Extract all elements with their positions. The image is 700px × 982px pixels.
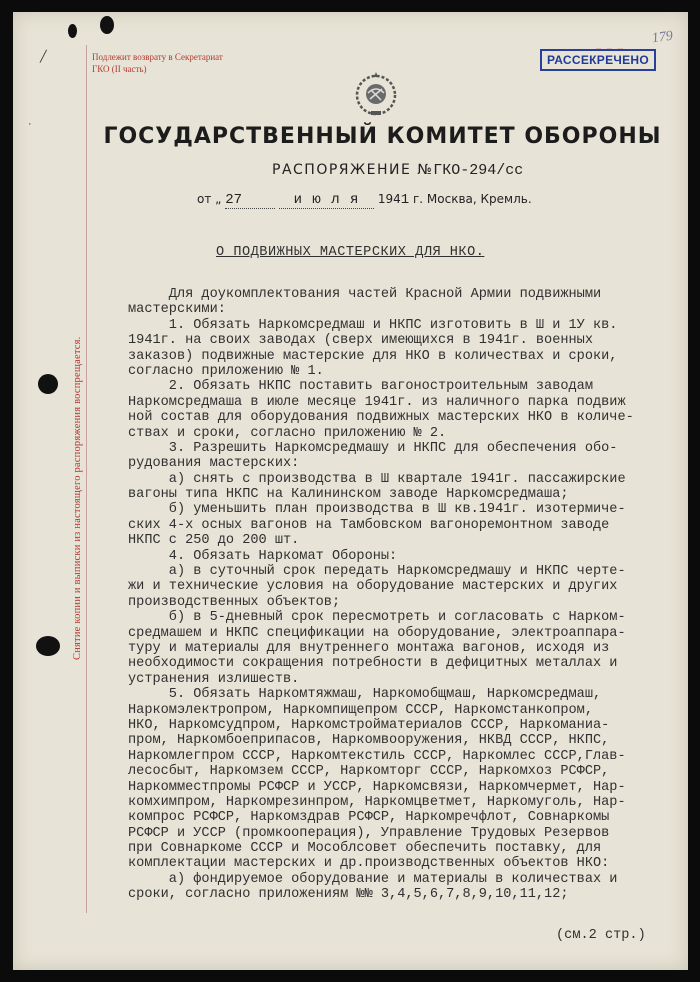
body-line: производственных объектов; (128, 594, 341, 610)
order-number: ГКО-294/сс (433, 162, 524, 179)
body-line: средмашем и НКПС спецификации на оборудование, электроаппара- (128, 625, 626, 641)
margin-mark: · (28, 118, 32, 130)
body-line: 4. Обязать Наркомат Обороны: (128, 548, 398, 564)
body-line: лесосбыт, Наркомзем СССР, Наркомторг СССР, Наркомхоз РСФСР, (128, 764, 610, 780)
document-title: О ПОДВИЖНЫХ МАСТЕРСКИХ ДЛЯ НКО. (216, 245, 485, 260)
punch-hole (68, 24, 77, 38)
body-line: жи и технические условия на оборудование мастерских и других (128, 579, 618, 595)
body-line: пром, Наркомбоеприпасов, Наркомвооружения, НКВД СССР, НКПС, (128, 733, 610, 749)
date-year-prefix: 194 (377, 192, 401, 206)
body-line: туру и материалы для внутреннего монтажа вагонов, исходя из (128, 640, 610, 656)
body-line: а) фондируемое оборудование и материалы в количествах и (128, 871, 618, 887)
faded-stamp: — — — (596, 44, 624, 54)
body-line: согласно приложению № 1. (128, 363, 324, 379)
declassified-stamp: РАССЕКРЕЧЕНО (540, 49, 656, 71)
body-line: ствах и сроки, согласно приложению № 2. (128, 425, 447, 441)
body-line: 3. Разрешить Наркомсредмашу и НКПС для обеспечения обо- (128, 440, 618, 456)
date-month: и ю л я (279, 192, 374, 209)
body-line: комплектации мастерских и др.производственных объектов НКО: (128, 856, 610, 872)
order-label: РАСПОРЯЖЕНИЕ № (272, 162, 434, 178)
date-year-suffix: 1 (400, 192, 410, 208)
body-line: б) в 5-дневный срок пересмотреть и согласовать с Нарком- (128, 610, 626, 626)
date-line (197, 192, 532, 209)
body-line: при Совнаркоме СССР и Мособлсовет обеспечить поставку, для (128, 841, 602, 857)
body-line: 1941г. на своих заводах (сверх имеющихся в 1941г. военных (128, 333, 593, 349)
body-line: мастерскими: (128, 302, 226, 318)
body-line: РСФСР и УССР (промкооперация), Управление Трудовых Резервов (128, 825, 610, 841)
body-line: устранения излишеств. (128, 671, 300, 687)
body-line: вагоны типа НКПС на Калининском заводе Наркомсредмаша; (128, 487, 569, 503)
order-line (272, 162, 523, 179)
body-line: Наркомэлектропром, Наркомпищепром СССР, Наркомстанкопром, (128, 702, 593, 718)
body-line: сроки, согласно приложениям №№ 3,4,5,6,7,8,9,10,11,12; (128, 887, 569, 903)
date-suffix: г. Москва, Кремль. (413, 192, 532, 206)
body-line: а) в суточный срок передать Наркомсредмашу и НКПС черте- (128, 564, 626, 580)
body-line: ских 4-х осных вагонов на Тамбовском вагоноремонтном заводе (128, 517, 610, 533)
body-line: 2. Обязать НКПС поставить вагоностроительным заводам (128, 379, 593, 395)
body-line: б) уменьшить план производства в Ш кв.1941г. изотермиче- (128, 502, 626, 518)
body-line: Наркомместпромы РСФСР и УССР, Наркомсвязи, Наркомчермет, Нар- (128, 779, 626, 795)
return-note (92, 51, 223, 75)
return-note-line: ГКО (II часть) (92, 64, 147, 74)
body-line: заказов) подвижные мастерские для НКО в количествах и сроки, (128, 348, 618, 364)
body-line: 5. Обязать Наркомтяжмаш, Наркомобщмаш, Наркомсредмаш, (128, 687, 602, 703)
side-note: Снятие копии и выписки из настоящего распоряжения воспрещается. (72, 336, 83, 660)
margin-line (86, 45, 87, 913)
body-line: рудования мастерских: (128, 456, 300, 472)
punch-hole (38, 374, 58, 394)
committee-heading: ГОСУДАРСТВЕННЫЙ КОМИТЕТ ОБОРОНЫ (103, 124, 662, 149)
punch-hole (36, 636, 60, 656)
return-note-line: Подлежит возврату в Секретариат (92, 52, 223, 62)
date-day: 27 (225, 192, 275, 209)
body-line: комхимпром, Наркомрезинпром, Наркомцветмет, Наркомуголь, Нар- (128, 794, 626, 810)
body-line: Наркомсредмаша в июле месяце 1941г. из наличного парка подвиж (128, 394, 626, 410)
body-line: Наркомлегпром СССР, Наркомтекстиль СССР, Наркомлес СССР,Глав- (128, 748, 626, 764)
body-line: необходимости сокращения потребности в дефицитных металлах и (128, 656, 618, 672)
margin-mark: ╱ (40, 51, 47, 63)
date-prefix: от „ (197, 192, 222, 206)
body-line: НКО, Наркомсудпром, Наркомстройматериалов СССР, Наркоманиа- (128, 717, 610, 733)
body-line: НКПС с 250 до 200 шт. (128, 533, 300, 549)
body-line: компрос РСФСР, Наркомздрав РСФСР, Наркомречфлот, Совнаркомы (128, 810, 610, 826)
ussr-coat-of-arms-icon (353, 71, 399, 117)
continued-note: (см.2 стр.) (556, 928, 646, 943)
body-line: ной состав для оборудования подвижных мастерских НКО в количе- (128, 410, 634, 426)
body-line: Для доукомплектования частей Красной Армии подвижными (128, 287, 602, 302)
body-line: а) снять с производства в Ш квартале 1941г. пассажирские (128, 471, 626, 487)
punch-hole (100, 16, 114, 34)
body-line: 1. Обязать Наркомсредмаш и НКПС изготовить в Ш и 1У кв. (128, 317, 618, 333)
document-body (128, 287, 634, 903)
page-number: 179 (650, 28, 674, 47)
